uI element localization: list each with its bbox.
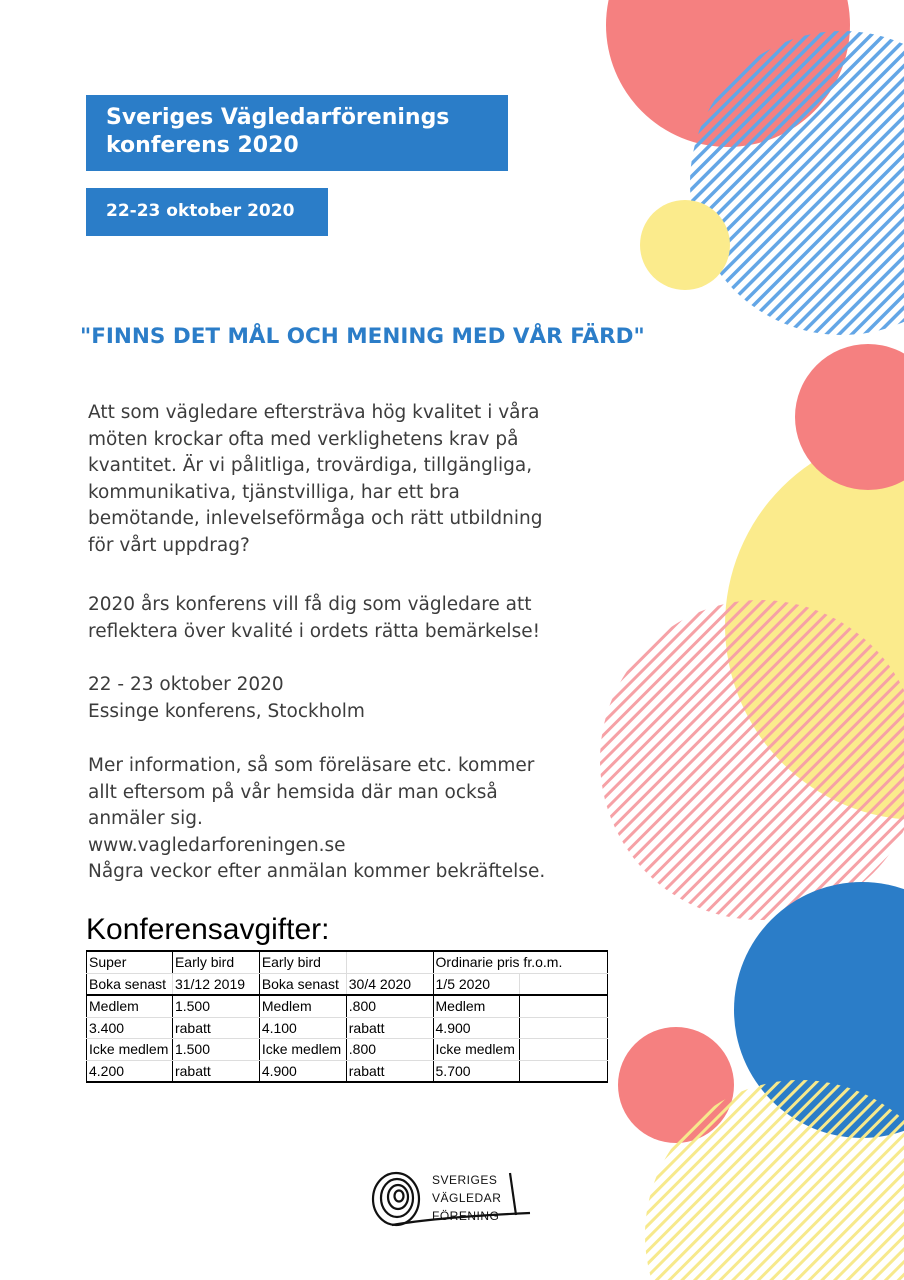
fees-heading: Konferensavgifter: (86, 913, 330, 946)
text-line: möten krockar ofta med verklighetens krav på (88, 428, 519, 450)
table-cell: Medlem (433, 995, 520, 1017)
table-cell: 1/5 2020 (433, 973, 520, 995)
text-line: för vårt uppdrag? (88, 534, 250, 556)
organization-logo (370, 1165, 540, 1235)
table-row (87, 1039, 608, 1061)
logo-text-line-1: SVERIGES (432, 1173, 498, 1187)
text-line: anmäler sig. (88, 808, 203, 829)
table-cell: 5.700 (433, 1060, 520, 1082)
table-cell: Icke medlem (433, 1039, 520, 1061)
table-row (87, 995, 608, 1017)
table-cell: rabatt (346, 1017, 433, 1039)
website-link[interactable]: www.vagledarforeningen.se (88, 834, 346, 856)
table-cell: Boka senast (259, 973, 346, 995)
table-cell: Ordinarie pris fr.o.m. (433, 951, 607, 973)
logo-text-line-2: VÄGLEDAR (432, 1191, 502, 1205)
table-cell: 30/4 2020 (346, 973, 433, 995)
table-cell: Medlem (259, 995, 346, 1017)
conference-date: 22-23 oktober 2020 (106, 201, 295, 221)
text-line: allt eftersom på vår hemsida där man också (88, 781, 498, 803)
table-cell: 4.200 (87, 1060, 173, 1082)
table-cell: 1.500 (172, 1039, 259, 1061)
table-cell: .800 (346, 1039, 433, 1061)
info-paragraph (88, 753, 648, 886)
event-date: 22 - 23 oktober 2020 (88, 674, 284, 695)
table-cell: Boka senast (87, 973, 173, 995)
table-cell: 1.500 (172, 995, 259, 1017)
title-line-2: konferens 2020 (106, 133, 299, 158)
date-location-paragraph (88, 672, 648, 725)
table-cell: 4.100 (259, 1017, 346, 1039)
table-cell: Early bird (259, 951, 346, 973)
conference-title-box (86, 95, 508, 171)
table-cell: .800 (346, 995, 433, 1017)
table-cell (520, 1060, 608, 1082)
text-line: Mer information, så som föreläsare etc. kommer (88, 755, 535, 776)
title-line-1: Sveriges Vägledarförenings (106, 105, 450, 130)
table-cell: 31/12 2019 (172, 973, 259, 995)
table-cell: Icke medlem (87, 1039, 173, 1061)
table-cell: 4.900 (259, 1060, 346, 1082)
intro-paragraph (88, 400, 648, 559)
table-row (87, 1060, 608, 1082)
table-cell: Medlem (87, 995, 173, 1017)
table-row (87, 1017, 608, 1039)
text-line: Några veckor efter anmälan kommer bekräftelse. (88, 861, 546, 882)
text-line: kommunikativa, tjänstvilliga, har ett bra (88, 481, 460, 503)
table-cell (520, 973, 608, 995)
table-cell: rabatt (172, 1017, 259, 1039)
text-line: bemötande, inlevelseförmåga och rätt utbildning (88, 508, 543, 529)
text-line: kvantitet. Är vi pålitliga, trovärdiga, tillgängliga, (88, 455, 533, 476)
table-cell: Super (87, 951, 173, 973)
table-cell: 3.400 (87, 1017, 173, 1039)
table-cell: Early bird (172, 951, 259, 973)
text-line: 2020 års konferens vill få dig som vägledare att (88, 594, 532, 615)
table-cell (520, 995, 608, 1017)
table-cell (346, 951, 433, 973)
table-row (87, 973, 608, 995)
yellow-small-circle (640, 200, 730, 290)
text-line: Att som vägledare eftersträva hög kvalitet i våra (88, 402, 540, 423)
table-cell: rabatt (346, 1060, 433, 1082)
text-line: reflektera över kvalité i ordets rätta bemärkelse! (88, 620, 541, 642)
event-location: Essinge konferens, Stockholm (88, 700, 365, 722)
date-box (86, 188, 328, 236)
table-cell (520, 1017, 608, 1039)
fees-table (86, 950, 608, 1083)
slogan-heading: "FINNS DET MÅL OCH MENING MED VÅR FÄRD" (80, 324, 645, 349)
table-cell (520, 1039, 608, 1061)
table-cell: Icke medlem (259, 1039, 346, 1061)
logo-text-line-3: FÖRENING (432, 1209, 500, 1223)
table-cell: rabatt (172, 1060, 259, 1082)
table-row (87, 951, 608, 973)
table-cell: 4.900 (433, 1017, 520, 1039)
purpose-paragraph (88, 592, 648, 645)
